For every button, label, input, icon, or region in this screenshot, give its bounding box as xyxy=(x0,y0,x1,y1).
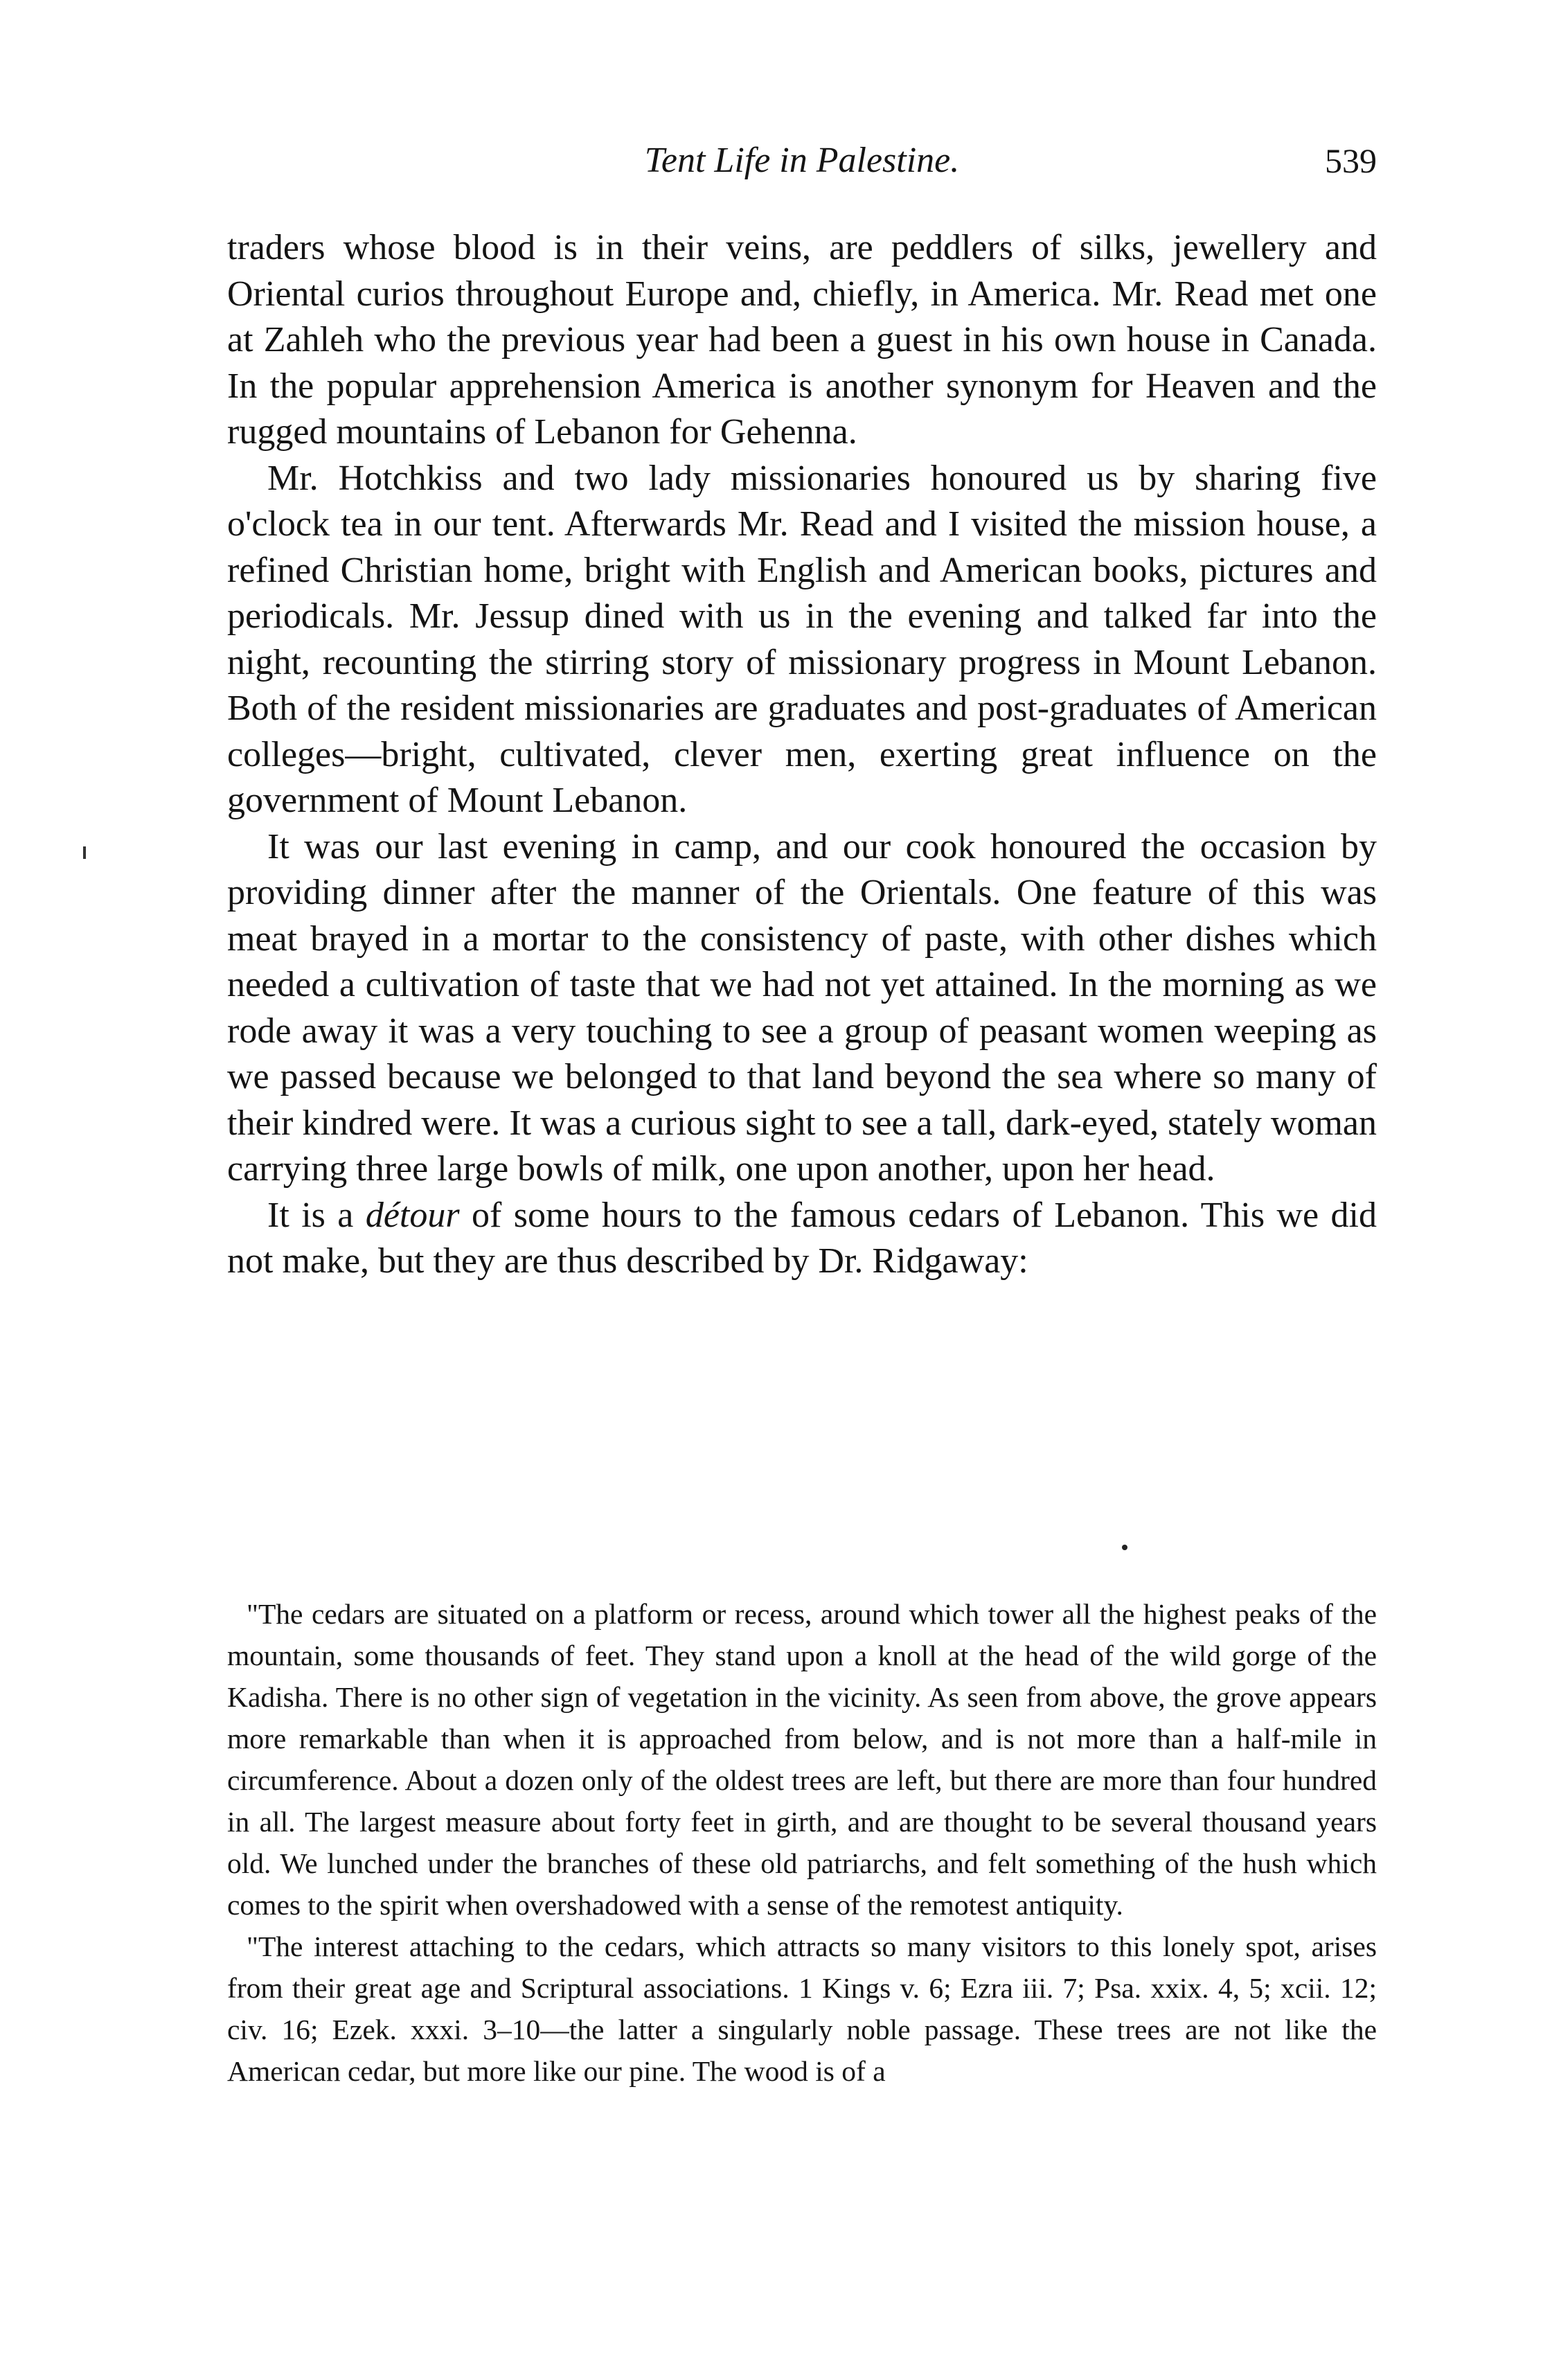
block-quotation xyxy=(227,1593,1377,2092)
paragraph-continued: traders whose blood is in their veins, are peddlers of silks, jewellery and Oriental curios throughout Europe and, chiefly, in America. Mr. Read met one at Zahleh who the previous year had been a guest in his own house in Canada. In the popular apprehension America is another synonym for Heaven and the rugged mountains of Lebanon for Gehenna. xyxy=(227,228,1377,452)
detour-text-after: of some hours to the famous cedars of Lebanon. This we did not make, but they are thus described by Dr. Ridgaway: xyxy=(227,1195,1377,1281)
page-number: 539 xyxy=(1325,141,1377,180)
detour-italic-word: détour xyxy=(365,1195,460,1235)
margin-mark xyxy=(83,846,86,859)
stray-dot-mark xyxy=(1122,1545,1127,1550)
paragraph-last-evening: It was our last evening in camp, and our cook honoured the occasion by providing dinner after the manner of the Orientals. One feature of this was meat brayed in a mortar to the consistency of paste, with other dishes which needed a cultivation of taste that we had not yet attained. In the morning as we rode away it was a very touching to see a group of peasant women weeping as we passed because we belonged to that land beyond the sea where so many of their kindred were. It was a curious sight to see a tall, dark-eyed, stately woman carrying three large bowls of milk, one upon another, upon her head. xyxy=(227,826,1377,1189)
body-text xyxy=(227,225,1377,1285)
paragraph-hotchkiss: Mr. Hotchkiss and two lady missionaries honoured us by sharing five o'clock tea in our tent. Afterwards Mr. Read and I visited the mission house, a refined Christian home, bright with English and American books, pictures and periodicals. Mr. Jessup dined with us in the evening and talked far into the night, recounting the stirring story of missionary progress in Mount Lebanon. Both of the resident missionaries are graduates and post-graduates of American colleges—bright, cultivated, clever men, exerting great influence on the government of Mount Lebanon. xyxy=(227,458,1377,820)
running-head xyxy=(227,133,1377,188)
paragraph-detour xyxy=(227,1193,1377,1285)
running-title: Tent Life in Palestine. xyxy=(644,141,960,180)
detour-text-before: It is a xyxy=(267,1195,366,1235)
quote-paragraph-cedars: "The cedars are situated on a platform or recess, around which tower all the highest peaks of the mountain, some thousands of feet. They stand upon a knoll at the head of the wild gorge of the Kadisha. There is no other sign of vegetation in the vicinity. As seen from above, the grove appears more remarkable than when it is approached from below, and is not more than a half-mile in circumference. About a dozen only of the oldest trees are left, but there are more than four hundred in all. The largest measure about forty feet in girth, and are thought to be several thousand years old. We lunched under the branches of these old patriarchs, and felt something of the hush which comes to the spirit when overshadowed with a sense of the remotest antiquity. xyxy=(227,1598,1377,1921)
quote-paragraph-interest: "The interest attaching to the cedars, which attracts so many visitors to this lonely spot, arises from their great age and Scriptural associations. 1 Kings v. 6; Ezra iii. 7; Psa. xxix. 4, 5; xcii. 12; civ. 16; Ezek. xxxi. 3–10—the latter a singularly noble passage. These trees are not like the American cedar, but more like our pine. The wood is of a xyxy=(227,1930,1377,2087)
